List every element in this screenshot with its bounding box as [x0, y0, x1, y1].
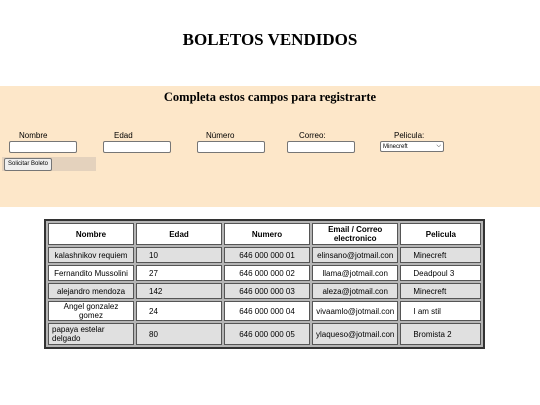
- cell-nombre: alejandro mendoza: [48, 283, 134, 299]
- header-nombre: Nombre: [48, 223, 134, 245]
- edad-label: Edad: [114, 131, 133, 140]
- table-header-row: [48, 223, 481, 245]
- cell-numero: 646 000 000 02: [224, 265, 310, 281]
- cell-pelicula: Minecreft: [400, 283, 481, 299]
- registration-form: [0, 86, 540, 207]
- cell-email: ylaqueso@jotmail.con: [312, 323, 398, 345]
- cell-numero: 646 000 000 01: [224, 247, 310, 263]
- page-title: BOLETOS VENDIDOS: [182, 30, 358, 49]
- cell-pelicula: Deadpoul 3: [400, 265, 481, 281]
- table-row: [48, 247, 481, 263]
- cell-numero: 646 000 000 03: [224, 283, 310, 299]
- cell-nombre: papaya estelar delgado: [48, 323, 134, 345]
- cell-nombre: kalashnikov requiem: [48, 247, 134, 263]
- table-row: [48, 323, 481, 345]
- cell-pelicula: Bromista 2: [400, 323, 481, 345]
- cell-edad: 10: [136, 247, 222, 263]
- nombre-label: Nombre: [19, 131, 48, 140]
- header-numero: Numero: [224, 223, 310, 245]
- cell-email: vivaamlo@jotmail.con: [312, 301, 398, 321]
- pelicula-select[interactable]: [380, 141, 444, 152]
- nombre-input[interactable]: [9, 141, 77, 153]
- header-edad: Edad: [136, 223, 222, 245]
- cell-nombre: Fernandito Mussolini: [48, 265, 134, 281]
- correo-input[interactable]: [287, 141, 355, 153]
- cell-edad: 142: [136, 283, 222, 299]
- header-email: Email / Correo electronico: [312, 223, 398, 245]
- submit-area: [2, 157, 96, 171]
- table-row: [48, 301, 481, 321]
- cell-email: llama@jotmail.con: [312, 265, 398, 281]
- pelicula-label: Pelicula:: [394, 131, 425, 140]
- cell-pelicula: Minecreft: [400, 247, 481, 263]
- numero-label: Número: [206, 131, 235, 140]
- edad-input[interactable]: [103, 141, 171, 153]
- cell-edad: 80: [136, 323, 222, 345]
- cell-edad: 27: [136, 265, 222, 281]
- solicitar-boleto-button[interactable]: Solicitar Boleto: [4, 158, 52, 171]
- correo-label: Correo:: [299, 131, 326, 140]
- header-pelicula: Pelicula: [400, 223, 481, 245]
- cell-pelicula: I am stil: [400, 301, 481, 321]
- cell-nombre: Angel gonzalez gomez: [48, 301, 134, 321]
- cell-edad: 24: [136, 301, 222, 321]
- cell-email: elinsano@jotmail.con: [312, 247, 398, 263]
- pelicula-selected-value: Minecreft: [383, 143, 408, 150]
- numero-input[interactable]: [197, 141, 265, 153]
- table-row: [48, 265, 481, 281]
- form-title: Completa estos campos para registrarte: [163, 90, 377, 104]
- tickets-table: [44, 219, 485, 349]
- chevron-down-icon: ⌵: [436, 143, 441, 149]
- cell-numero: 646 000 000 04: [224, 301, 310, 321]
- cell-numero: 646 000 000 05: [224, 323, 310, 345]
- table-row: [48, 283, 481, 299]
- cell-email: aleza@jotmail.con: [312, 283, 398, 299]
